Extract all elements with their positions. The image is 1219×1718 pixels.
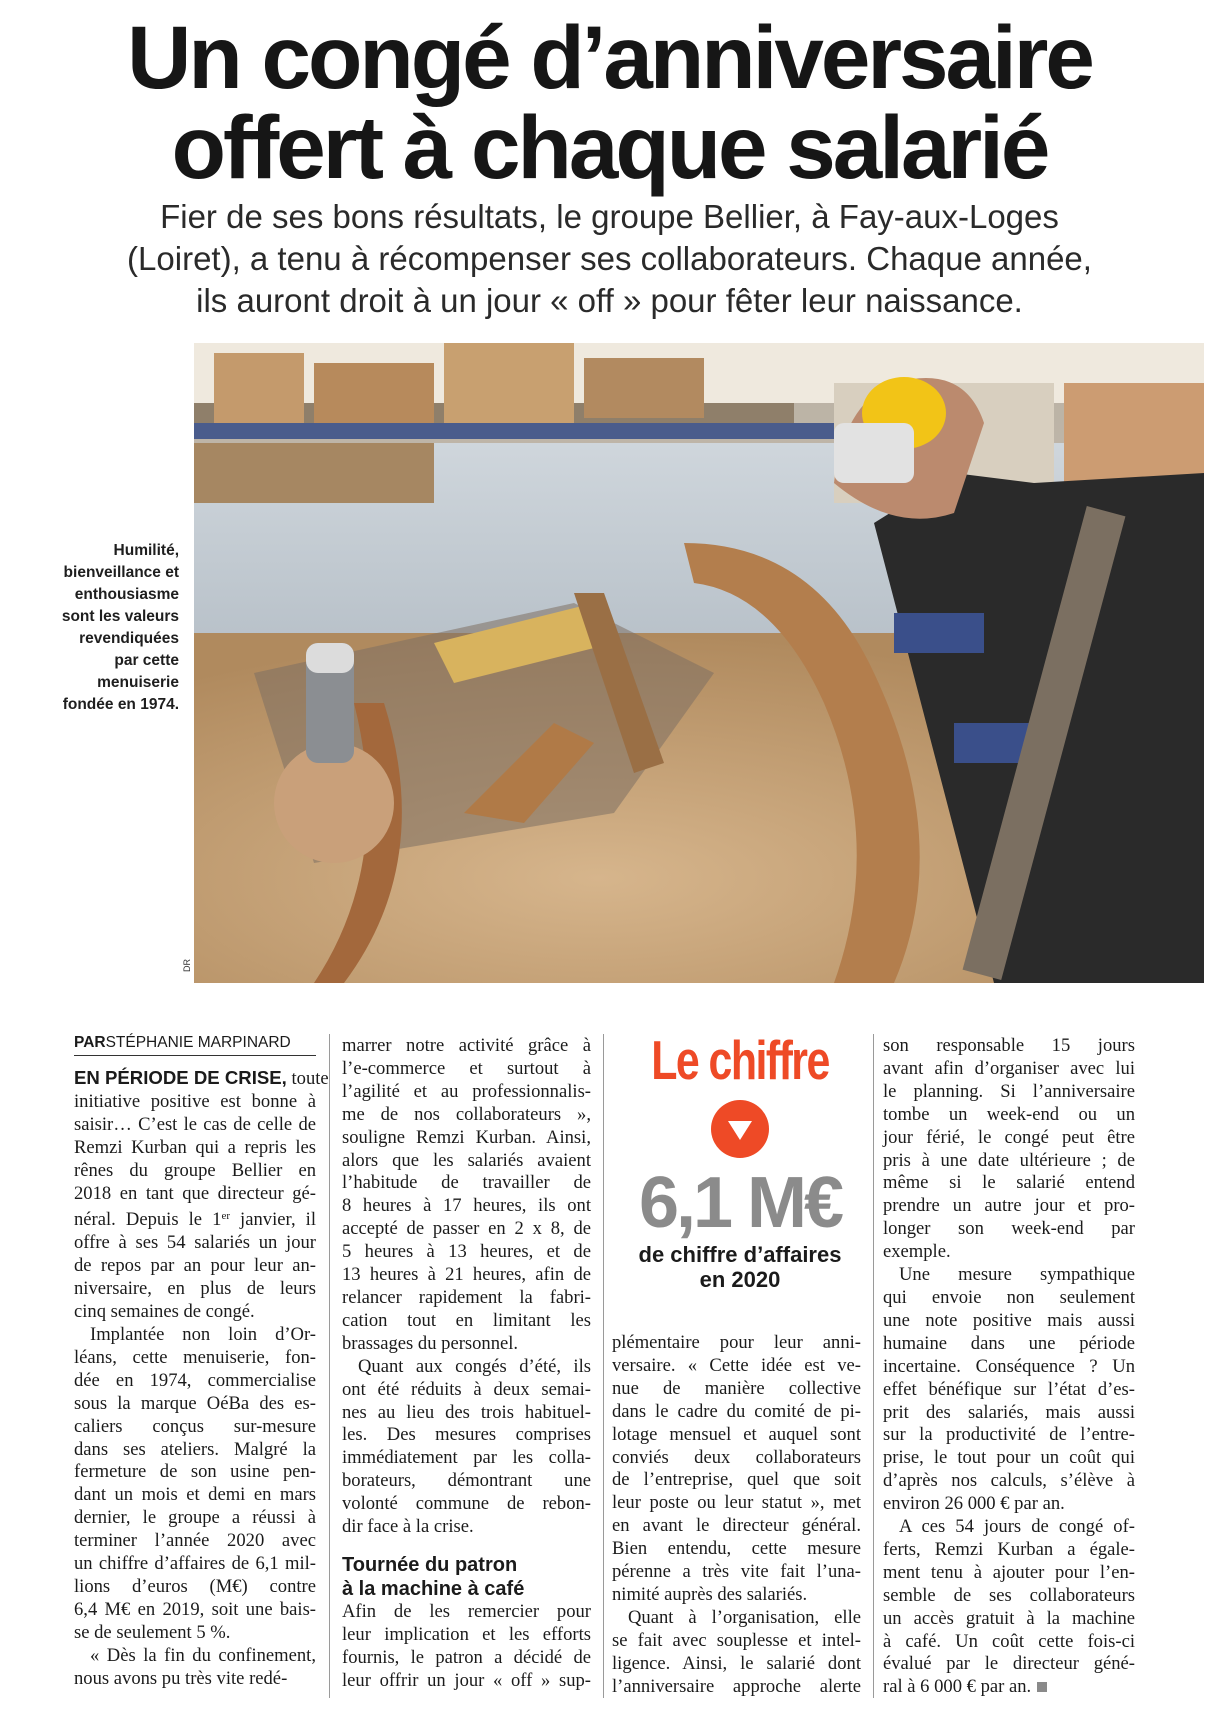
article-column-3 [612,1332,861,1699]
text-line: dir face à la crise. [342,1516,474,1538]
text-line: ferts, Remzi Kurban a égale- [883,1538,1135,1560]
text-line: terminer l’année 2020 avec [74,1530,316,1552]
key-figure-unit [614,1242,866,1292]
text-line: nue de manière collective [612,1377,861,1399]
text-line: niversaire, en plus de leurs [74,1278,316,1300]
text-line: ont été réduits à deux semai- [342,1378,591,1400]
text-line: rênes du groupe Bellier en [74,1159,316,1181]
text-line: leur offrir un jour « off » sup- [342,1669,591,1691]
caption-line: par cette [114,652,179,669]
text-line: incertaine. Conséquence ? Un [883,1355,1135,1377]
caption-line: fondée en 1974. [62,696,179,713]
text-line: marrer notre activité grâce à [342,1035,591,1056]
headline [0,7,1219,197]
text-line: lions d’euros (M€) contre [74,1575,316,1597]
lead-in: EN PÉRIODE DE CRISE, [74,1067,287,1088]
text-line: 13 heures à 21 heures, afin de [342,1264,591,1286]
byline-author: STÉPHANIE MARPINARD [105,1034,291,1051]
text-line: 8 heures à 17 heures, ils ont [342,1195,591,1217]
text-line: Bien entendu, cette mesure [612,1538,861,1560]
text-line: nimité auprès des salariés. [612,1583,808,1605]
photo-caption [19,540,179,716]
text-line: me de nos collaborateurs », [342,1103,591,1125]
text-line: en avant le directeur général. [612,1515,861,1537]
key-figure-box [614,1030,866,1292]
standfirst-line: Fier de ses bons résultats, le groupe Bellier, à Fay-aux-Loges [160,198,1059,235]
text-line: se de seulement 5 %. [74,1621,231,1643]
text-line: initiative positive est bonne à [74,1090,316,1112]
text-line: volonté commune de rebon- [342,1493,591,1515]
text-line: immédiatement par les colla- [342,1447,591,1469]
text-line: même si le salarié entend [883,1172,1135,1194]
text-fragment: ral à 6 000 € par an. [883,1676,1032,1698]
text-line: prendre un autre jour et pro- [883,1195,1135,1217]
text-line: pérenne a très vite fait l’una- [612,1561,861,1583]
text-line: l’anniversaire approche alerte [612,1675,861,1697]
text-line: Quant à l’organisation, elle [628,1606,861,1628]
subheading-line: à la machine à café [342,1577,525,1600]
text-line: nous avons pu très vite redé- [74,1667,288,1689]
text-line: semble de ses collaborateurs [883,1584,1135,1606]
workshop-photo [194,343,1204,983]
text-line: d’après nos calculs, s’élève à [883,1470,1135,1492]
text-line: de l’entreprise, quel que soit [612,1469,861,1491]
caption-line: bienveillance et [63,564,179,581]
key-figure-unit-line: de chiffre d’affaires [638,1242,842,1267]
text-line: sur la productivité de l’entre- [883,1424,1135,1446]
standfirst [60,196,1159,322]
text-line: 6,4 M€ en 2019, soit une bais- [74,1598,316,1620]
key-figure-label: Le chiffre [651,1029,829,1091]
text-line: alors que les salariés avaient [342,1149,591,1171]
standfirst-line: (Loiret), a tenu à récompenser ses collaborateurs. Chaque année, [127,240,1092,277]
byline-par: PAR [74,1034,106,1051]
text-line: « Dès la fin du confinement, [90,1644,316,1666]
text-fragment: toute [286,1068,329,1089]
article-column-2 [342,1035,591,1693]
text-line: 5 heures à 13 heures, et de [342,1241,591,1263]
text-line: saisir… C’est le cas de celle de [74,1113,316,1135]
text-line: lotage mensuel et auquel sont [612,1423,861,1445]
text-line: à café. Un coût cette fois-ci [883,1630,1135,1652]
caption-line: menuiserie [97,674,179,691]
caption-line: Humilité, [113,542,179,559]
article-column-1 [74,1067,329,1690]
text-line: nes au lieu des trois habituel- [342,1401,591,1423]
text-line: Implantée non loin d’Or- [90,1323,316,1345]
byline [74,1034,316,1056]
text-line: se fait avec souplesse et intel- [612,1629,861,1651]
text-line: un accès gratuit à la machine [883,1607,1135,1629]
text-line: environ 26 000 € par an. [883,1493,1065,1515]
text-line: humaine dans une période [883,1332,1135,1354]
text-line: brassages du personnel. [342,1332,519,1354]
text-line [74,1205,316,1232]
text-line: fournis, le patron a décidé de [342,1646,591,1668]
key-figure-unit-line: en 2020 [699,1267,781,1292]
text-line: relancer rapidement la fabri- [342,1286,591,1308]
text-line: borateurs, démontrant une [342,1470,591,1492]
text-line: qui envoie non seulement [883,1286,1135,1308]
caption-line: sont les valeurs [61,608,179,625]
text-line: les. Des mesures comprises [342,1424,591,1446]
text-line: conviés deux collaborateurs [612,1446,861,1468]
text-line: prise, le tout pour un coût qui [883,1447,1135,1469]
text-line: exemple. [883,1241,951,1263]
column-divider [603,1034,604,1698]
column-divider [873,1034,874,1698]
text-line: offre à ses 54 salariés un jour [74,1232,316,1254]
text-line: caliers conçus sur-mesure [74,1415,316,1437]
text-line: 2018 en tant que directeur gé- [74,1182,316,1204]
text-line: le planning. Si l’anniversaire [883,1080,1135,1102]
text-line: accepté de passer en 2 x 8, de [342,1218,591,1240]
text-fragment: néral. Depuis le 1 [74,1209,222,1231]
text-line: prit des salariés, mais aussi [883,1401,1135,1423]
text-line: dernier, le groupe a réussi à [74,1507,316,1529]
text-fragment: janvier, il [229,1209,316,1231]
text-line: leur implication et les efforts [342,1623,591,1645]
text-line [74,1067,329,1091]
text-line: ment tenu à ajouter pour l’en- [883,1561,1135,1583]
caption-line: revendiquées [79,630,179,647]
down-arrow-icon [711,1100,769,1158]
text-line: cation tout en limitant les [342,1309,591,1331]
text-line: dans ses ateliers. Malgré la [74,1438,316,1460]
text-line: dée en 1974, commercialise [74,1369,316,1391]
text-line: l’habitude de travailler de [342,1172,591,1194]
text-line: leur poste ou leur statut », met [612,1492,861,1514]
text-line: Afin de les remercier pour [342,1600,591,1622]
text-line: versaire. « Cette idée est ve- [612,1354,861,1376]
text-line: évalué par le directeur géné- [883,1653,1135,1675]
key-figure-value: 6,1 M€ [638,1163,842,1243]
text-line: effet bénéfique sur l’état d’es- [883,1378,1135,1400]
text-line: A ces 54 jours de congé of- [899,1516,1135,1538]
text-line: pris à une date ultérieure ; de [883,1149,1135,1171]
text-line: dans le cadre du comité de pi- [612,1400,861,1422]
text-line: Remzi Kurban qui a repris les [74,1136,316,1158]
subheading-line: Tournée du patron [342,1553,518,1576]
text-line [883,1676,1135,1699]
text-line: cinq semaines de congé. [74,1301,255,1323]
text-line: longer son week-end par [883,1218,1135,1240]
text-line: son responsable 15 jours [883,1035,1135,1056]
text-line: léans, cette menuiserie, fon- [74,1346,316,1368]
caption-line: enthousiasme [74,586,179,603]
text-line: Quant aux congés d’été, ils [358,1355,591,1377]
text-line: ligence. Ainsi, le salarié dont [612,1652,861,1674]
text-line: un chiffre d’affaires de 6,1 mil- [74,1553,316,1575]
article-column-4 [883,1035,1135,1699]
text-line: dant un mois et demi en mars [74,1484,316,1506]
text-line: de repos par an pour leur an- [74,1255,316,1277]
text-line: tombe un week-end ou un [883,1103,1135,1125]
superscript: er [221,1210,230,1223]
headline-line-2: offert à chaque salarié [171,97,1048,197]
text-line: avant afin d’organiser avec lui [883,1057,1135,1079]
headline-line-1: Un congé d’anniversaire [127,7,1092,107]
text-line: l’agilité et au professionnalis- [342,1080,591,1102]
text-line: l’e-commerce et surtout à [342,1057,591,1079]
subheading [342,1553,591,1601]
text-line: fermeture de son usine pen- [74,1461,316,1483]
end-of-article-mark [1037,1682,1047,1692]
text-line: souligne Remzi Kurban. Ainsi, [342,1126,591,1148]
standfirst-line: ils auront droit à un jour « off » pour fêter leur naissance. [196,282,1023,319]
text-line: sous la marque OéBa des es- [74,1392,316,1414]
text-line: jour férié, le congé peut être [883,1126,1135,1148]
text-line: plémentaire pour leur anni- [612,1332,861,1353]
text-line: une note positive mais aussi [883,1309,1135,1331]
photo-credit: DR [182,959,192,972]
column-divider [329,1034,330,1698]
text-line: Une mesure sympathique [899,1264,1135,1286]
